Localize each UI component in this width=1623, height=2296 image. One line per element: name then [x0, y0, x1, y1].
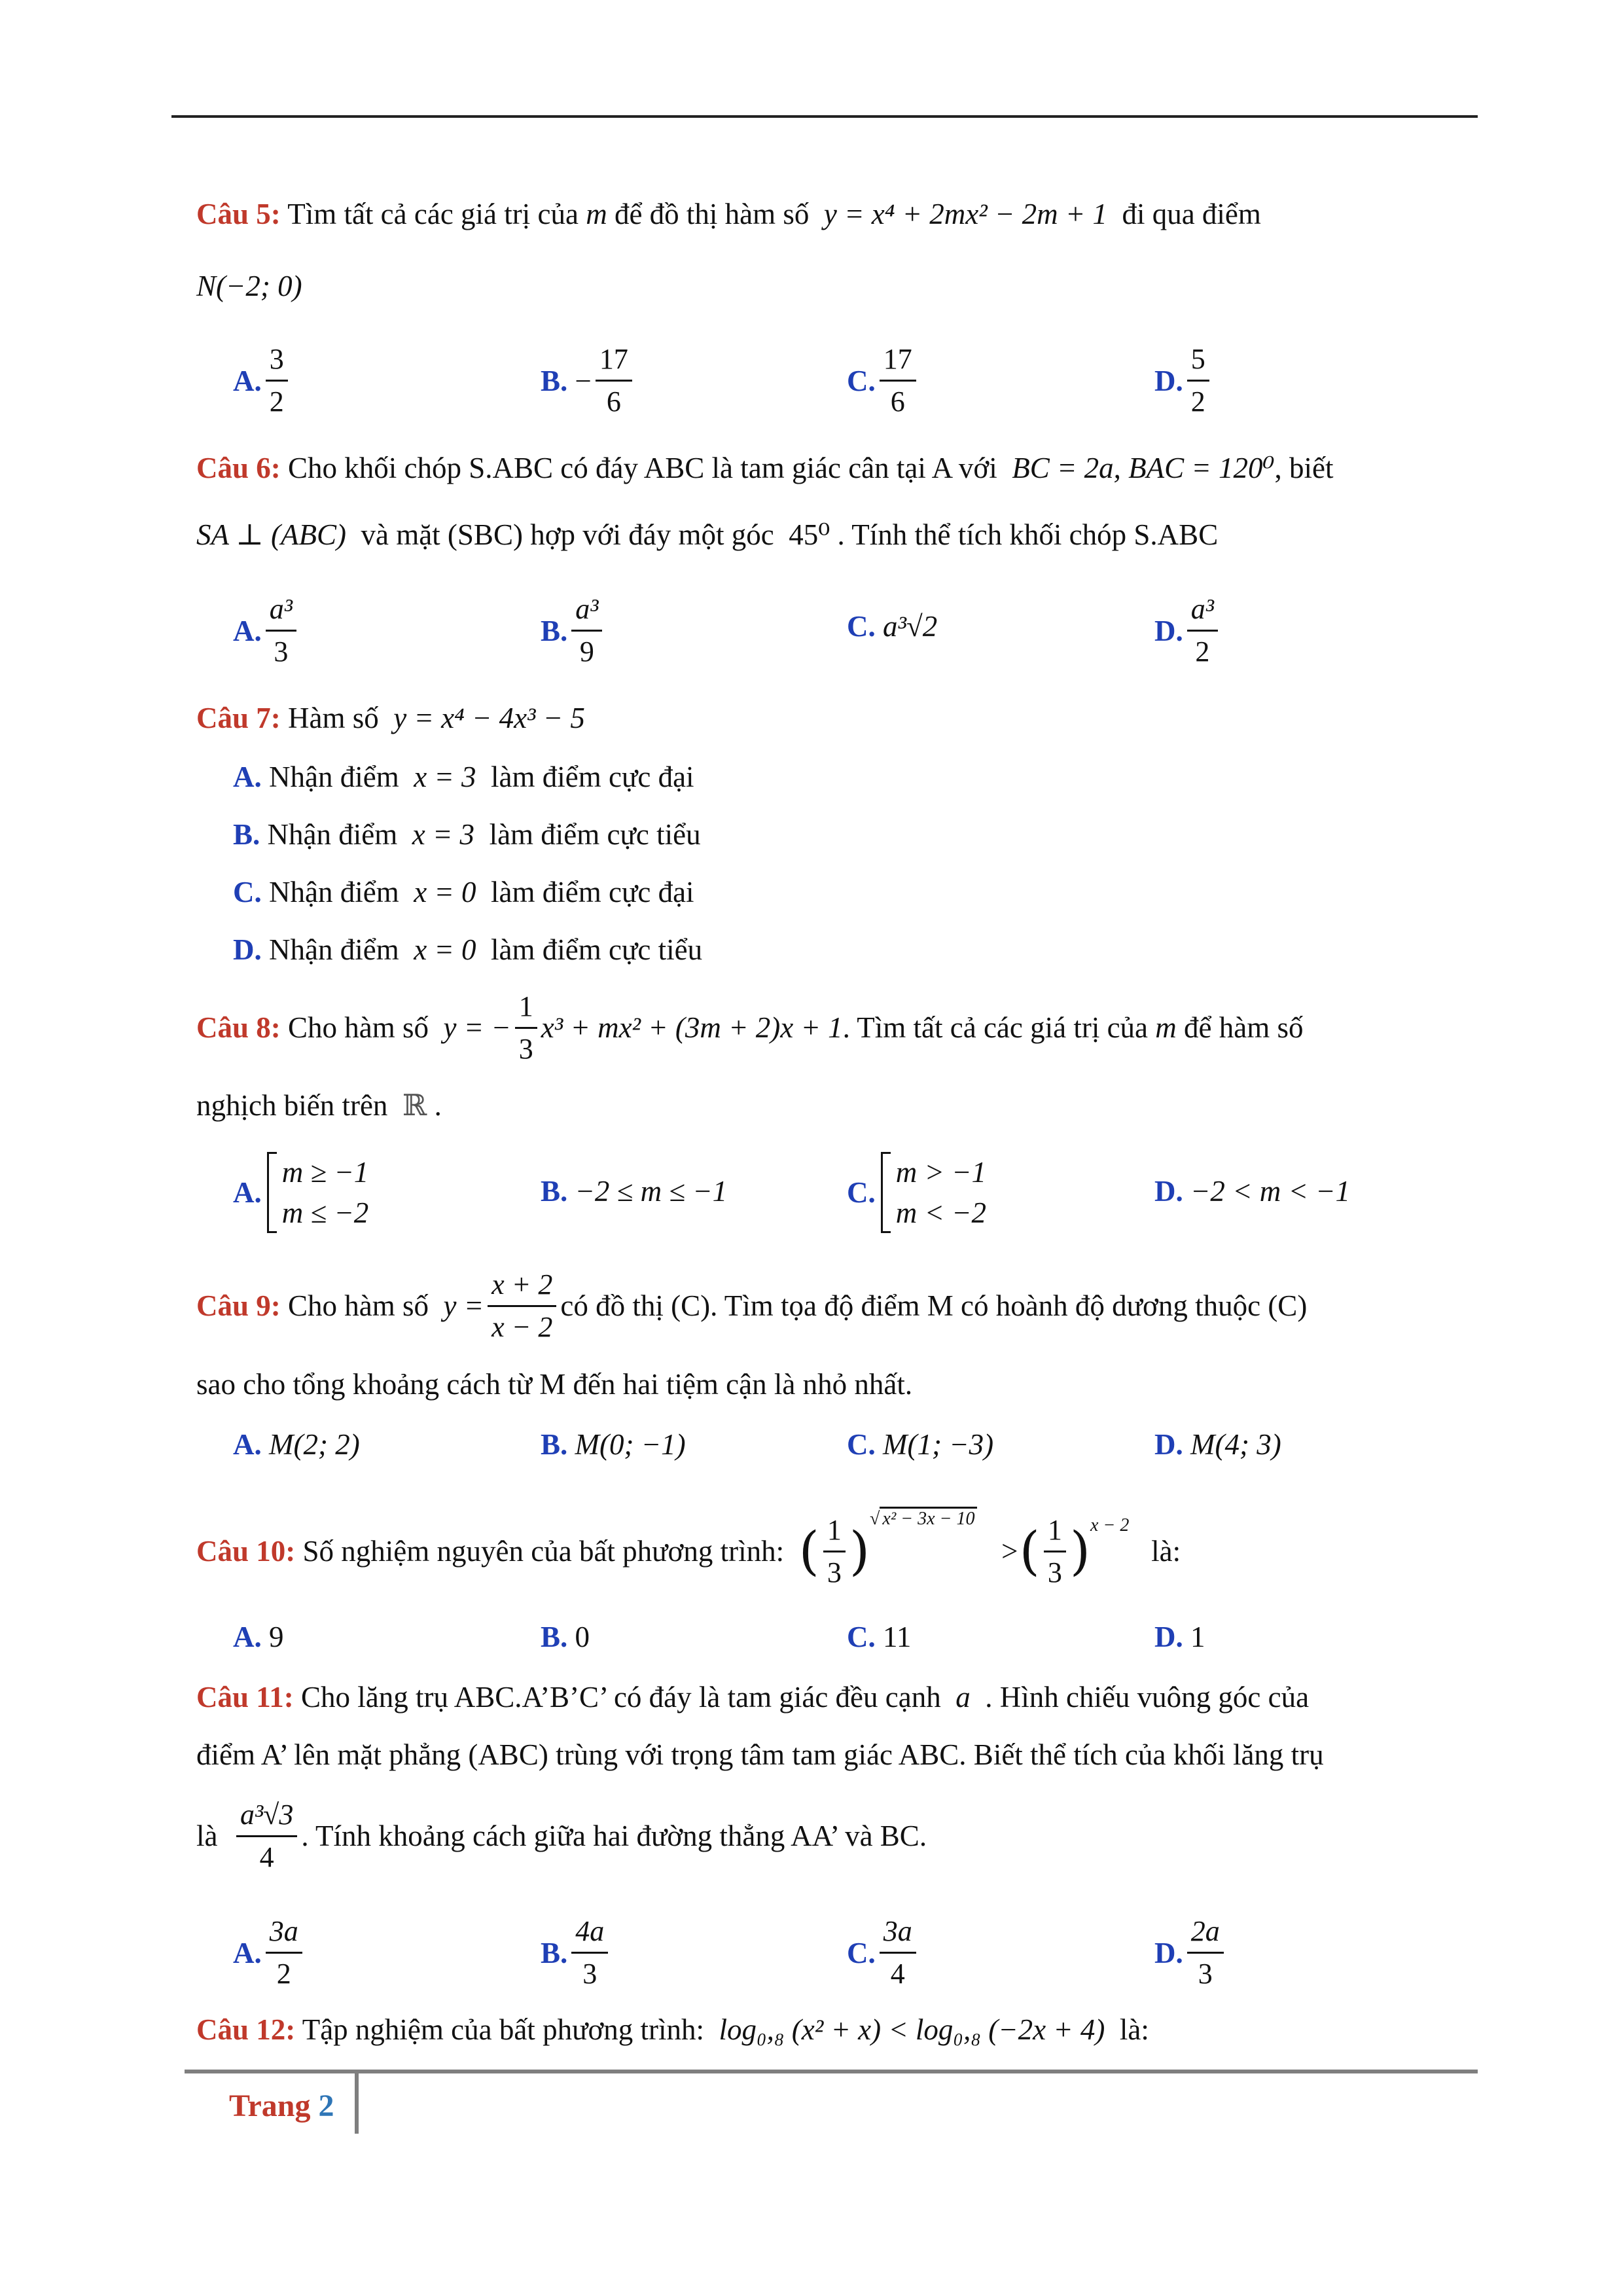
- fraction: [1187, 339, 1209, 422]
- exponent-2: x − 2: [1090, 1515, 1130, 1535]
- equation: y = x⁴ − 4x³ − 5: [393, 702, 585, 734]
- option-label: C.: [847, 1621, 876, 1653]
- question-text: Tập nghiệm của bất phương trình:: [302, 2013, 704, 2046]
- numerator: x + 2: [488, 1265, 556, 1307]
- angle: 45⁰: [789, 518, 830, 551]
- option-label: A.: [233, 614, 262, 647]
- point-n: N(−2; 0): [196, 270, 302, 302]
- option-label: B.: [541, 364, 568, 397]
- question-text: nghịch biến trên: [196, 1089, 388, 1122]
- option-label: D.: [1154, 1428, 1183, 1461]
- fraction: [1187, 1911, 1224, 1994]
- option-text: làm điểm cực tiểu: [489, 818, 701, 851]
- option-a[interactable]: [233, 1911, 306, 1994]
- numerator: a³: [1187, 589, 1218, 632]
- option-c[interactable]: [847, 609, 937, 644]
- question-7: [196, 700, 585, 736]
- fraction: [266, 589, 296, 672]
- option-label: C.: [847, 1176, 876, 1209]
- question-text: . Tìm tất cả các giá trị của: [842, 1011, 1149, 1044]
- option-label: D.: [1154, 1936, 1183, 1969]
- question-9-line2: [196, 1367, 912, 1402]
- denominator: 2: [1190, 386, 1205, 418]
- option-label: B.: [541, 1936, 568, 1969]
- fraction: [1187, 589, 1218, 672]
- numerator: 4a: [571, 1911, 608, 1954]
- x-value: x = 0: [414, 876, 476, 908]
- option-c[interactable]: [847, 1911, 920, 1994]
- denominator: 3: [827, 1556, 842, 1588]
- option-c[interactable]: [847, 1152, 986, 1233]
- option-label: C.: [847, 364, 876, 397]
- option-b[interactable]: [233, 817, 701, 852]
- option-value: a³√2: [883, 610, 938, 643]
- option-value: 0: [575, 1621, 590, 1653]
- fraction: [488, 1265, 556, 1348]
- question-text: để hàm số: [1184, 1011, 1304, 1044]
- option-label: B.: [541, 1428, 568, 1461]
- option-label: D.: [1154, 1621, 1183, 1653]
- option-label: A.: [233, 761, 262, 793]
- option-a[interactable]: [233, 1619, 284, 1655]
- option-label: D.: [1154, 364, 1183, 397]
- option-label: D.: [1154, 1175, 1183, 1208]
- real-set: ℝ: [402, 1089, 427, 1122]
- question-5: [196, 196, 1261, 232]
- numerator: 3a: [880, 1911, 916, 1954]
- numerator: 1: [823, 1510, 846, 1552]
- option-value: −2 < m < −1: [1190, 1175, 1350, 1208]
- option-d[interactable]: [1154, 589, 1222, 672]
- option-a[interactable]: [233, 1427, 360, 1462]
- numerator: 5: [1187, 339, 1209, 382]
- question-12: [196, 2012, 1149, 2047]
- condition-bottom: m ≤ −2: [281, 1196, 369, 1229]
- volume-fraction: [236, 1795, 297, 1878]
- fraction-base: [1044, 1510, 1066, 1593]
- question-number: Câu 7:: [196, 702, 281, 734]
- numerator: 2a: [1187, 1911, 1224, 1954]
- option-d[interactable]: [233, 932, 702, 967]
- option-b[interactable]: [541, 1911, 612, 1994]
- denominator: 4: [890, 1958, 905, 1990]
- fraction: [515, 986, 537, 1069]
- option-label: A.: [233, 1936, 262, 1969]
- option-text: làm điểm cực đại: [491, 876, 694, 908]
- numerator: 3a: [266, 1911, 302, 1954]
- exponent-radicand: x² − 3x − 10: [880, 1507, 977, 1529]
- denominator: 9: [579, 636, 594, 668]
- fraction: [571, 589, 602, 672]
- question-text: , biết: [1274, 452, 1334, 484]
- period: .: [434, 1089, 442, 1122]
- question-number: Câu 10:: [196, 1535, 296, 1568]
- option-text: Nhận điểm: [269, 933, 399, 966]
- numerator: a³: [571, 589, 602, 632]
- denominator: 4: [259, 1840, 274, 1873]
- paren-close: ): [1069, 1520, 1091, 1581]
- numerator: 1: [1044, 1510, 1066, 1552]
- header-rule: [171, 115, 1478, 118]
- variable-a: a: [955, 1681, 971, 1713]
- question-text: Cho hàm số: [288, 1289, 429, 1322]
- fraction: [266, 1911, 302, 1994]
- option-value: −2 ≤ m ≤ −1: [575, 1175, 728, 1208]
- question-11-line3: [196, 1793, 927, 1878]
- question-6-line2: [196, 517, 1218, 552]
- numerator: a³: [266, 589, 296, 632]
- greater-than: >: [999, 1535, 1020, 1568]
- option-a[interactable]: [233, 589, 300, 672]
- numerator: a³√3: [236, 1795, 297, 1837]
- numerator: 1: [515, 986, 537, 1029]
- option-label: A.: [233, 364, 262, 397]
- option-value: M(2; 2): [269, 1428, 360, 1461]
- question-number: Câu 5:: [196, 198, 281, 230]
- denominator: x − 2: [491, 1310, 553, 1343]
- denominator: 2: [1195, 636, 1210, 668]
- option-a[interactable]: [233, 1152, 368, 1233]
- fraction: [880, 339, 916, 422]
- denominator: 3: [1198, 1958, 1213, 1990]
- numerator: 3: [266, 339, 288, 382]
- question-11-line2: [196, 1737, 1324, 1772]
- option-text: làm điểm cực đại: [491, 761, 694, 793]
- numerator: 17: [880, 339, 916, 382]
- bracket-system: [881, 1152, 986, 1233]
- option-b[interactable]: [541, 1619, 590, 1655]
- option-label: C.: [847, 1936, 876, 1969]
- option-label: D.: [1154, 614, 1183, 647]
- question-9: [196, 1263, 1307, 1348]
- option-label: A.: [233, 1621, 262, 1653]
- condition: BC = 2a, BAC = 120⁰: [1012, 452, 1275, 484]
- inequality: log₀,₈ (x² + x) < log₀,₈ (−2x + 4): [719, 2013, 1105, 2046]
- option-b[interactable]: [541, 1174, 727, 1209]
- option-label: A.: [233, 1428, 262, 1461]
- fraction: [266, 339, 288, 422]
- paren-open: (: [798, 1520, 819, 1581]
- question-number: Câu 9:: [196, 1289, 281, 1322]
- option-text: Nhận điểm: [269, 876, 399, 908]
- question-8-line2: [196, 1088, 442, 1123]
- question-text: Cho lăng trụ ABC.A’B’C’ có đáy là tam giác đều cạnh: [301, 1681, 941, 1713]
- option-d[interactable]: [1154, 1174, 1350, 1209]
- question-number: Câu 8:: [196, 1011, 281, 1044]
- option-c[interactable]: [847, 1427, 993, 1462]
- question-text: . Hình chiếu vuông góc của: [985, 1681, 1310, 1713]
- fraction-base: [823, 1510, 846, 1593]
- fraction: [880, 1911, 916, 1994]
- option-text: làm điểm cực tiểu: [491, 933, 703, 966]
- x-value: x = 3: [414, 761, 476, 793]
- option-b[interactable]: [541, 1427, 686, 1462]
- question-text: Số nghiệm nguyên của bất phương trình:: [302, 1535, 785, 1568]
- question-text: có đồ thị (C). Tìm tọa độ điểm M có hoành độ dương thuộc (C): [560, 1289, 1308, 1322]
- question-text: Cho hàm số: [288, 1011, 429, 1044]
- numerator: 17: [596, 339, 632, 382]
- option-d[interactable]: [1154, 1427, 1281, 1462]
- question-text: là: [196, 1820, 218, 1852]
- question-number: Câu 11:: [196, 1681, 294, 1713]
- option-value: 11: [883, 1621, 912, 1653]
- option-value: M(1; −3): [883, 1428, 994, 1461]
- fraction: [571, 1911, 608, 1994]
- question-text: điểm A’ lên mặt phẳng (ABC) trùng với trọng tâm tam giác ABC. Biết thể tích của khối lăng trụ: [196, 1738, 1324, 1771]
- question-text: là:: [1151, 1535, 1181, 1568]
- exponent-1: √ x² − 3x − 10: [870, 1501, 977, 1537]
- question-6: [196, 450, 1333, 486]
- question-text: đi qua điểm: [1122, 198, 1261, 230]
- option-label: C.: [233, 876, 262, 908]
- perpendicular: SA ⊥ (ABC): [196, 518, 346, 551]
- option-value: M(4; 3): [1190, 1428, 1281, 1461]
- option-c[interactable]: [233, 874, 694, 910]
- question-text: . Tính thể tích khối chóp S.ABC: [837, 518, 1219, 551]
- option-d[interactable]: [1154, 1911, 1228, 1994]
- option-d[interactable]: [1154, 339, 1213, 422]
- question-text: Cho khối chóp S.ABC có đáy ABC là tam giác cân tại A với: [288, 452, 997, 484]
- option-label: D.: [233, 933, 262, 966]
- option-value: M(0; −1): [575, 1428, 686, 1461]
- equation: y = x⁴ + 2mx² − 2m + 1: [823, 198, 1107, 230]
- option-a[interactable]: [233, 759, 694, 795]
- variable-m: m: [1155, 1011, 1177, 1044]
- denominator: 3: [1047, 1556, 1062, 1588]
- option-c[interactable]: [847, 339, 920, 422]
- footer-divider: [355, 2073, 359, 2134]
- question-text: là:: [1119, 2013, 1149, 2046]
- option-label: A.: [233, 1176, 262, 1209]
- option-value: 9: [269, 1621, 284, 1653]
- option-c[interactable]: [847, 1619, 911, 1655]
- denominator: 3: [582, 1958, 597, 1990]
- option-label: C.: [847, 610, 876, 643]
- question-text: và mặt (SBC) hợp với đáy một góc: [361, 518, 774, 551]
- question-number: Câu 6:: [196, 452, 281, 484]
- option-b[interactable]: [541, 339, 636, 422]
- option-label: C.: [847, 1428, 876, 1461]
- option-label: B.: [541, 1621, 568, 1653]
- question-11: [196, 1679, 1309, 1715]
- option-text: Nhận điểm: [267, 818, 398, 851]
- option-label: B.: [233, 818, 260, 851]
- question-10: [196, 1499, 1181, 1604]
- bracket-system: [267, 1152, 369, 1233]
- paren-close: ): [849, 1520, 870, 1581]
- option-label: B.: [541, 614, 568, 647]
- paren-open: (: [1019, 1520, 1040, 1581]
- option-d[interactable]: [1154, 1619, 1205, 1655]
- footer-label: Trang: [229, 2089, 311, 2123]
- condition-top: m ≥ −1: [281, 1156, 369, 1189]
- variable-m: m: [586, 198, 607, 230]
- question-text: để đồ thị hàm số: [614, 198, 810, 230]
- y-equals: y =: [443, 1289, 484, 1322]
- question-text: Tìm tất cả các giá trị của: [287, 198, 579, 230]
- question-text: Hàm số: [288, 702, 379, 734]
- option-value: 1: [1190, 1621, 1205, 1653]
- question-number: Câu 12:: [196, 2013, 296, 2046]
- option-a[interactable]: [233, 339, 292, 422]
- x-value: x = 3: [412, 818, 475, 851]
- denominator: 3: [518, 1032, 533, 1065]
- condition-top: m > −1: [895, 1156, 986, 1189]
- question-text: sao cho tổng khoảng cách từ M đến hai tiệm cận là nhỏ nhất.: [196, 1368, 913, 1401]
- denominator: 6: [890, 386, 905, 418]
- equation-suffix: x³ + mx² + (3m + 2)x + 1: [541, 1011, 843, 1044]
- equation-prefix: y = −: [443, 1011, 511, 1044]
- option-text: Nhận điểm: [269, 761, 399, 793]
- question-5-line2: [196, 268, 302, 304]
- denominator: 2: [276, 1958, 291, 1990]
- denominator: 6: [606, 386, 621, 418]
- sign: −: [575, 364, 592, 397]
- denominator: 2: [269, 386, 284, 418]
- x-value: x = 0: [414, 933, 476, 966]
- condition-bottom: m < −2: [895, 1196, 986, 1229]
- fraction: [596, 339, 632, 422]
- denominator: 3: [274, 636, 289, 668]
- option-label: B.: [541, 1175, 568, 1208]
- footer-rule: [185, 2070, 1478, 2073]
- question-8: [196, 988, 1304, 1067]
- page-footer: [229, 2088, 334, 2124]
- question-text: . Tính khoảng cách giữa hai đường thẳng AA’ và BC.: [301, 1820, 927, 1852]
- option-b[interactable]: [541, 589, 606, 672]
- page-number: 2: [318, 2089, 334, 2123]
